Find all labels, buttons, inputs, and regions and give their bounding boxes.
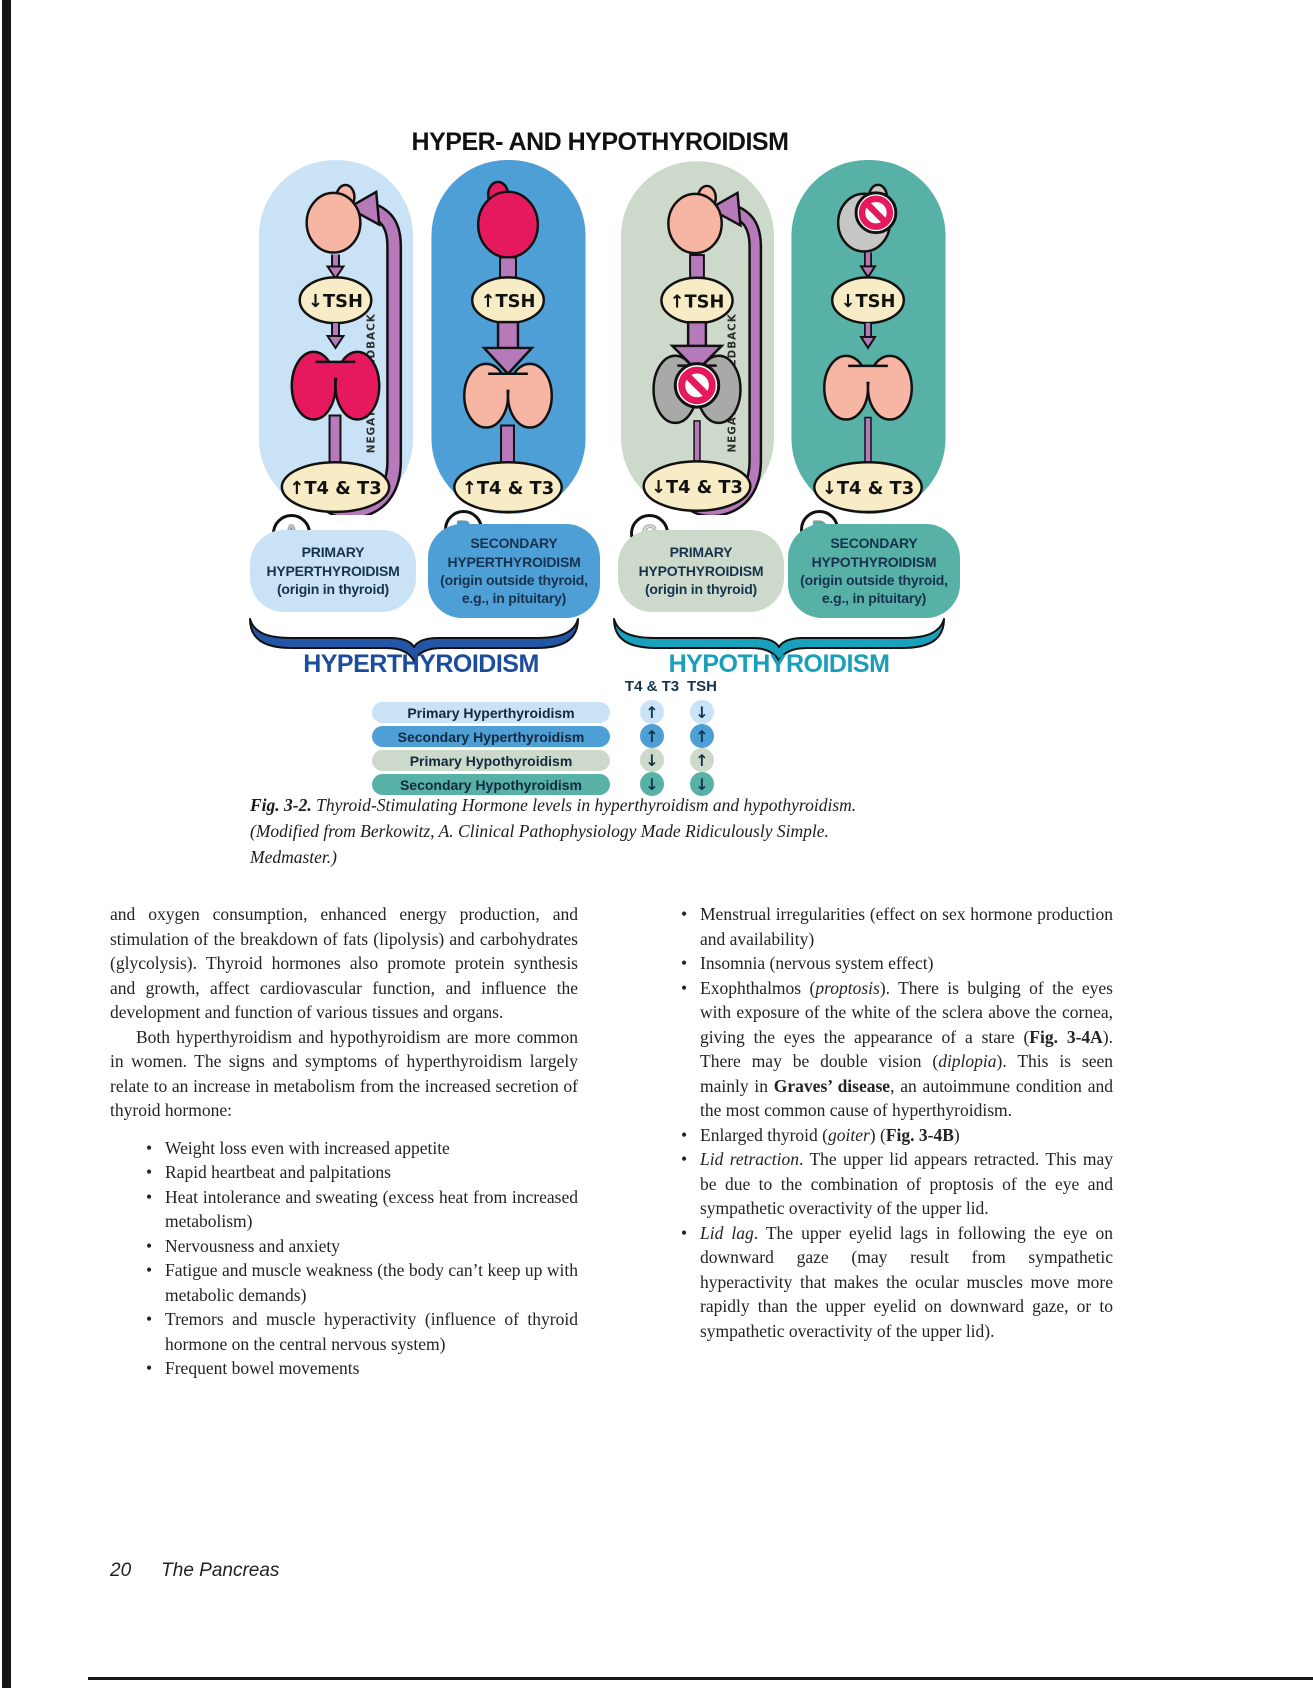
label-line: (origin in thyroid) bbox=[276, 581, 390, 598]
t4t3-level-label: ↑T4 & T3 bbox=[289, 477, 382, 499]
list-item: • Insomnia (nervous system effect) bbox=[681, 951, 1113, 976]
table-header-t4t3: T4 & T3 bbox=[624, 678, 680, 695]
table-cell-tsh: ↓ bbox=[690, 772, 714, 796]
paragraph: Both hyperthyroidism and hypothyroidism are more common in women. The signs and symptoms of hyperthyroidism largely relate to an increase in metabolism from the increased secretion of thyroid hormone: bbox=[110, 1026, 578, 1120]
list-item: • Frequent bowel movements bbox=[146, 1356, 578, 1381]
table-cell-t4: ↓ bbox=[640, 748, 664, 772]
scan-bottom-border bbox=[88, 1677, 1313, 1680]
table-header-tsh: TSH bbox=[687, 678, 717, 695]
figure-caption bbox=[250, 792, 970, 870]
table-cell-tsh: ↑ bbox=[690, 724, 714, 748]
group-label-hyperthyroidism: HYPERTHYROIDISM bbox=[303, 650, 539, 678]
hyperthyroidism-symptoms-list bbox=[110, 1136, 578, 1381]
blocked-icon bbox=[675, 364, 718, 407]
list-item: • Lid retraction. The upper lid appears retracted. This may be due to the combination of proptosis of the eye and sympathetic overactivity of the upper lid. bbox=[681, 1147, 1113, 1221]
running-title: The Pancreas bbox=[161, 1560, 280, 1581]
list-item: • Enlarged thyroid (goiter) (Fig. 3-4B) bbox=[681, 1123, 1113, 1148]
page-footer bbox=[110, 1560, 279, 1582]
label-line: PRIMARY bbox=[669, 544, 733, 561]
left-text-column bbox=[110, 902, 578, 1381]
tsh-level-label: ↓TSH bbox=[840, 291, 896, 313]
panel-primary-hypothyroidism bbox=[620, 159, 775, 515]
label-line: SECONDARY bbox=[830, 535, 918, 552]
label-bubble-secondary-hypothyroidism bbox=[788, 524, 960, 618]
label-line: (origin outside thyroid, bbox=[800, 572, 948, 588]
tsh-arrow bbox=[500, 257, 516, 278]
table-cell-tsh: ↑ bbox=[690, 748, 714, 772]
label-line: HYPERTHYROIDISM bbox=[447, 553, 581, 570]
panel-primary-hyperthyroidism bbox=[258, 159, 414, 515]
caption-line: Fig. 3-2. Thyroid-Stimulating Hormone levels in hyperthyroidism and hypothyroidism. bbox=[250, 795, 857, 815]
list-item: • Exophthalmos (proptosis). There is bulging of the eyes with exposure of the white of the sclera above the cornea, giving the eyes the appearance of a stare (Fig. 3-4A). There may be double vision (diplopia). This is seen mainly in Graves’ disease, an autoimmune condition and the most common cause of hyperthyroidism. bbox=[681, 976, 1113, 1123]
label-line: (origin outside thyroid, bbox=[440, 572, 588, 588]
table-row-label: Secondary Hyperthyroidism bbox=[372, 726, 610, 747]
list-item: • Lid lag. The upper eyelid lags in following the eye on downward gaze (may result from sympathetic hyperactivity that makes the ocular muscles move more rapidly than the upper eyelid on downward gaze, or to sympathetic overactivity of the upper lid). bbox=[681, 1221, 1113, 1344]
t4-stem bbox=[501, 426, 514, 466]
right-text-column bbox=[645, 902, 1113, 1343]
label-line: e.g., in pituitary) bbox=[821, 590, 927, 607]
caption-line: Medmaster.) bbox=[250, 847, 337, 867]
table-cell-t4: ↑ bbox=[640, 700, 664, 724]
list-item: • Fatigue and muscle weakness (the body can’t keep up with metabolic demands) bbox=[146, 1258, 578, 1307]
tsh-level-label: ↑TSH bbox=[669, 292, 725, 313]
panel-secondary-hyperthyroidism bbox=[430, 159, 587, 515]
paragraph: and oxygen consumption, enhanced energy production, and stimulation of the breakdown of fats (lipolysis) and carbohydrates (glycolysis). Thyroid hormones also promote protein synthesis and growth, affect cardiovascular function, and influence the development and function of various tissues and organs. bbox=[110, 904, 578, 1022]
table-row-label: Primary Hypothyroidism bbox=[372, 750, 610, 771]
t4t3-level-label: ↑T4 & T3 bbox=[461, 478, 555, 500]
label-bubble-secondary-hyperthyroidism bbox=[428, 524, 600, 618]
list-item: • Nervousness and anxiety bbox=[146, 1234, 578, 1259]
list-item: • Heat intolerance and sweating (excess heat from increased metabolism) bbox=[146, 1185, 578, 1234]
label-line: SECONDARY bbox=[470, 535, 558, 552]
label-line: (origin in thyroid) bbox=[644, 581, 758, 598]
figure-title: HYPER- AND HYPOTHYROIDISM bbox=[411, 128, 789, 156]
label-bubble-primary-hypothyroidism bbox=[618, 530, 784, 612]
t4-stem bbox=[330, 415, 341, 463]
t4t3-level-label: ↓T4 & T3 bbox=[651, 477, 743, 498]
list-item: • Menstrual irregularities (effect on sex hormone production and availability) bbox=[681, 902, 1113, 951]
label-line: HYPERTHYROIDISM bbox=[266, 562, 400, 579]
tsh-level-label: ↓TSH bbox=[307, 291, 364, 313]
blocked-icon bbox=[856, 193, 896, 233]
caption-line: (Modified from Berkowitz, A. Clinical Pathophysiology Made Ridiculously Simple. bbox=[250, 821, 829, 841]
group-label-hypothyroidism: HYPOTHYROIDISM bbox=[668, 650, 890, 678]
page-number: 20 bbox=[110, 1560, 132, 1581]
tsh-level-label: ↑TSH bbox=[480, 291, 536, 313]
hyperthyroidism-symptoms-list-continued bbox=[645, 902, 1113, 1343]
panel-secondary-hypothyroidism bbox=[790, 159, 947, 515]
tsh-arrow bbox=[690, 255, 704, 278]
table-cell-tsh: ↓ bbox=[690, 700, 714, 724]
table-cell-t4: ↓ bbox=[640, 772, 664, 796]
label-line: HYPOTHYROIDISM bbox=[638, 562, 764, 579]
t4-stem bbox=[694, 421, 700, 462]
label-line: HYPOTHYROIDISM bbox=[811, 553, 937, 570]
scan-left-border bbox=[2, 0, 11, 1688]
list-item: • Rapid heartbeat and palpitations bbox=[146, 1160, 578, 1185]
list-item: • Weight loss even with increased appetite bbox=[146, 1136, 578, 1161]
t4t3-level-label: ↓T4 & T3 bbox=[821, 478, 915, 500]
label-line: PRIMARY bbox=[301, 544, 365, 561]
table-cell-t4: ↑ bbox=[640, 724, 664, 748]
table-row-label: Secondary Hypothyroidism bbox=[372, 774, 610, 795]
label-bubble-primary-hyperthyroidism bbox=[250, 530, 416, 612]
table-row-label: Primary Hyperthyroidism bbox=[372, 702, 610, 723]
label-line: e.g., in pituitary) bbox=[461, 590, 567, 607]
list-item: • Tremors and muscle hyperactivity (influence of thyroid hormone on the central nervous system) bbox=[146, 1307, 578, 1356]
t4-stem bbox=[865, 418, 871, 464]
